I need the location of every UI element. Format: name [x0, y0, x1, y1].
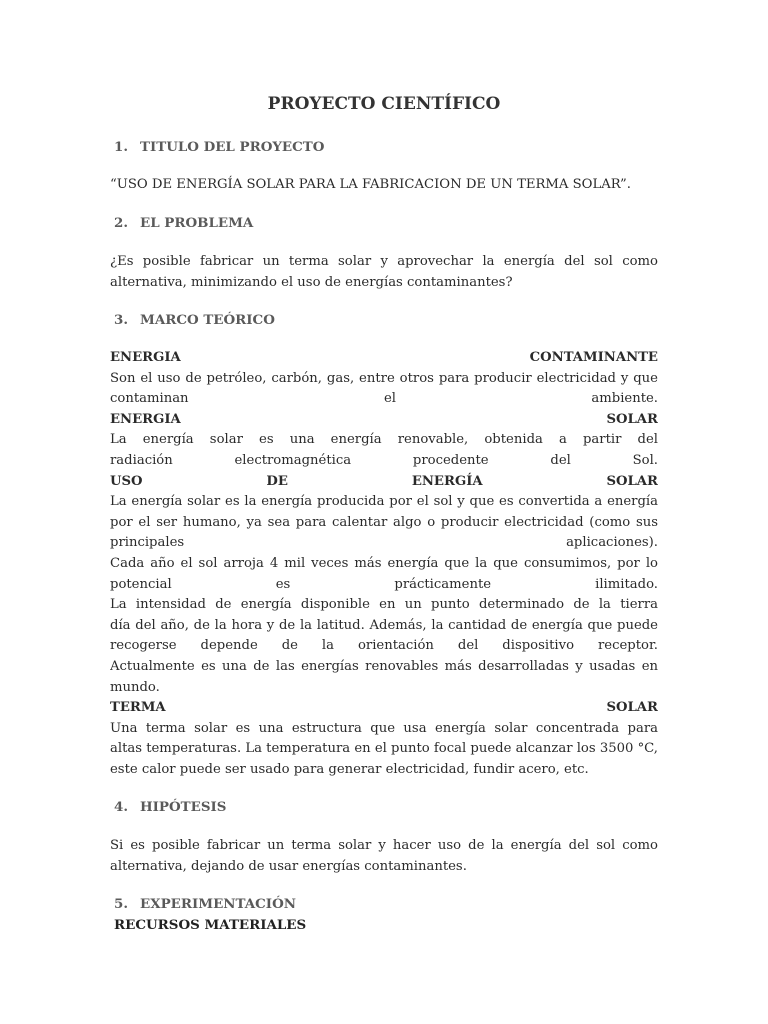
- section-2-number: 2.: [114, 215, 128, 231]
- framework-line: Cada año el sol arroja 4 mil veces más energía que la que consumimos, por lo: [110, 555, 658, 571]
- framework-line: mundo.: [110, 679, 160, 695]
- section-3-number: 3.: [114, 312, 128, 328]
- framework-line: Una terma solar es una estructura que usa energía solar concentrada para: [110, 720, 658, 736]
- framework-line: Son el uso de petróleo, carbón, gas, entre otros para producir electricidad y que: [110, 370, 658, 386]
- problem-paragraph: [110, 252, 658, 293]
- framework-subheading: ENERGIA CONTAMINANTE: [110, 350, 658, 365]
- framework-line: La intensidad de energía disponible en un punto determinado de la tierra: [110, 597, 658, 613]
- framework-line: potencial es prácticamente ilimitado.: [110, 576, 658, 592]
- project-title-text: “USO DE ENERGÍA SOLAR PARA LA FABRICACION DE UN TERMA SOLAR”.: [110, 177, 631, 192]
- framework-line: La energía solar es una energía renovable, obtenida a partir del: [110, 432, 658, 448]
- section-1-heading: [114, 139, 324, 155]
- framework-line: día del año, de la hora y de la latitud. Además, la cantidad de energía que puede: [110, 617, 658, 633]
- framework-line: por el ser humano, ya sea para calentar algo o producir electricidad (como sus: [110, 514, 658, 530]
- framework-line: contaminan el ambiente.: [110, 391, 658, 407]
- section-1-title: TITULO DEL PROYECTO: [140, 139, 325, 155]
- section-5-title: EXPERIMENTACIÓN: [140, 896, 296, 912]
- framework-line: altas temperaturas. La temperatura en el punto focal puede alcanzar los 3500 °C,: [110, 741, 658, 757]
- framework-subheading: TERMA SOLAR: [110, 700, 658, 716]
- hypothesis-paragraph: [110, 836, 658, 877]
- hypothesis-line: alternativa, dejando de usar energías contaminantes.: [110, 858, 467, 874]
- section-1-number: 1.: [114, 139, 128, 155]
- framework-subheading: USO DE ENERGÍA SOLAR: [110, 473, 658, 489]
- section-3-title: MARCO TEÓRICO: [140, 312, 275, 328]
- framework-line: este calor puede ser usado para generar electricidad, fundir acero, etc.: [110, 761, 589, 777]
- section-3-heading: [114, 312, 275, 328]
- section-2-title: EL PROBLEMA: [140, 215, 254, 231]
- section-4-heading: [114, 799, 226, 815]
- section-2-heading: [114, 215, 253, 231]
- framework-line: principales aplicaciones).: [110, 535, 658, 551]
- framework-line: Actualmente es una de las energías renovables más desarrolladas y usadas en: [110, 658, 658, 674]
- section-4-title: HIPÓTESIS: [140, 799, 227, 815]
- framework-line: radiación electromagnética procedente del Sol.: [110, 452, 658, 468]
- theoretical-framework-body: [110, 348, 658, 780]
- section-5-heading: [114, 896, 296, 912]
- framework-line: La energía solar es la energía producida por el sol y que es convertida a energía: [110, 494, 658, 510]
- framework-subheading: ENERGIA SOLAR: [110, 411, 658, 427]
- section-5-number: 5.: [114, 896, 128, 912]
- document-title: PROYECTO CIENTÍFICO: [267, 94, 501, 114]
- section-4-number: 4.: [114, 799, 128, 815]
- framework-line: recogerse depende de la orientación del dispositivo receptor.: [110, 638, 658, 654]
- material-resources-subheading: RECURSOS MATERIALES: [114, 917, 307, 933]
- hypothesis-line: Si es posible fabricar un terma solar y hacer uso de la energía del sol como: [110, 838, 658, 853]
- problem-line: ¿Es posible fabricar un terma solar y aprovechar la energía del sol como: [110, 254, 658, 269]
- problem-line: alternativa, minimizando el uso de energías contaminantes?: [110, 274, 513, 290]
